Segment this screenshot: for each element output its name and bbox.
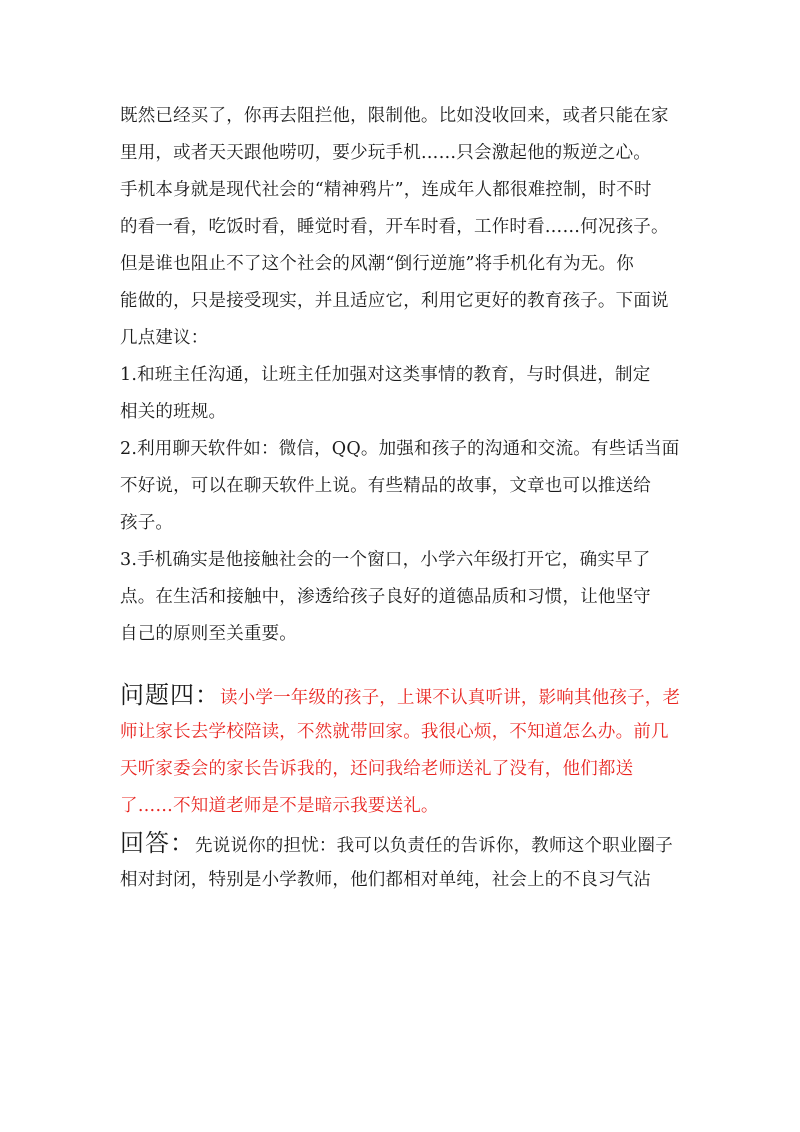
paragraph-line: 但是谁也阻止不了这个社会的风潮“倒行逆施”将手机化有为无。你 [120,254,634,274]
question-block [120,677,695,825]
paragraph-line: 手机本身就是现代社会的“精神鸦片”，连成年人都很难控制，时不时 [120,180,652,200]
question-text: 读小学一年级的孩子，上课不认真听讲，影响其他孩子，老 [220,688,681,708]
suggestion-1-line: 相关的班规。 [120,402,227,422]
suggestion-2-line: 2.利用聊天软件如：微信，QQ。加强和孩子的沟通和交流。有些话当面 [120,439,680,459]
paragraph-line: 既然已经买了，你再去阻拦他，限制他。比如没收回来，或者只能在家 [120,106,669,126]
suggestion-3-line: 自己的原则至关重要。 [120,624,297,644]
suggestion-1-line: 1.和班主任沟通，让班主任加强对这类事情的教育，与时俱进，制定 [120,365,651,385]
body-text [120,98,695,653]
answer-block [120,825,695,899]
suggestion-2-line: 孩子。 [120,513,174,533]
question-label: 问题四： [120,681,220,709]
paragraph-line: 里用，或者天天跟他唠叨，要少玩手机……只会激起他的叛逆之心。 [120,143,651,163]
suggestion-3-line: 点。在生活和接触中，渗透给孩子良好的道德品质和习惯，让他坚守 [120,587,651,607]
document-page [120,98,695,899]
answer-line [120,825,695,862]
paragraph-line: 能做的，只是接受现实，并且适应它，利用它更好的教育孩子。下面说 [120,291,669,311]
question-line [120,677,695,714]
question-line: 了……不知道老师是不是暗示我要送礼。 [120,796,439,816]
question-line: 天听家委会的家长告诉我的，还问我给老师送礼了没有，他们都送 [120,759,634,779]
question-line: 师让家长去学校陪读，不然就带回家。我很心烦，不知道怎么办。前几 [120,722,669,742]
paragraph-line: 几点建议： [120,328,209,348]
section-gap [120,653,695,677]
paragraph-line: 的看一看，吃饭时看，睡觉时看，开车时看，工作时看……何况孩子。 [120,217,669,237]
answer-label: 回答： [120,829,195,857]
suggestion-2-line: 不好说，可以在聊天软件上说。有些精品的故事，文章也可以推送给 [120,476,651,496]
answer-line: 相对封闭，特别是小学教师，他们都相对单纯，社会上的不良习气沾 [120,870,651,890]
answer-text: 先说说你的担忧：我可以负责任的告诉你，教师这个职业圈子 [195,836,673,856]
suggestion-3-line: 3.手机确实是他接触社会的一个窗口，小学六年级打开它，确实早了 [120,550,651,570]
